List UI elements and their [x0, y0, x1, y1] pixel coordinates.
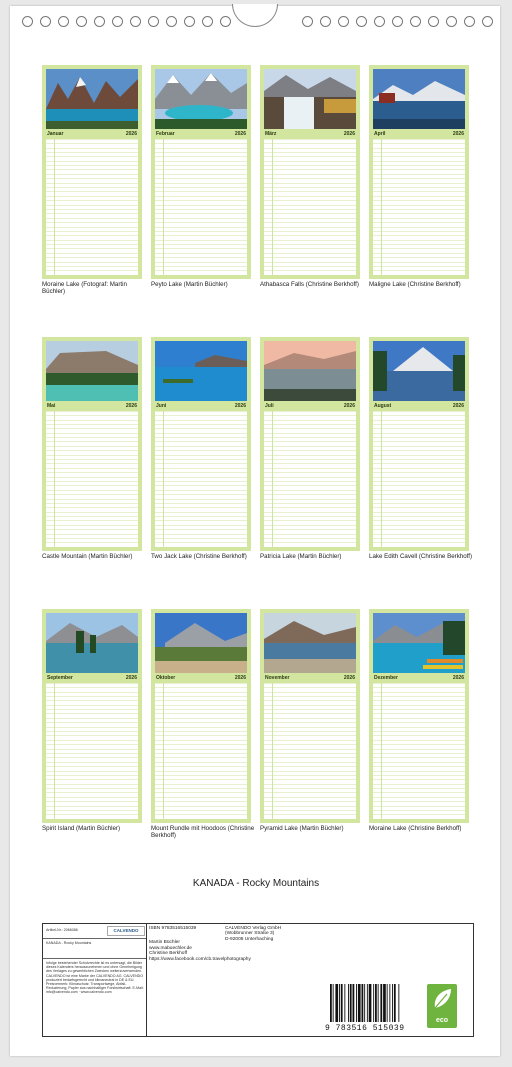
month-name: November [265, 675, 290, 681]
day-grid [373, 683, 465, 819]
month-header [373, 130, 465, 138]
month-caption: Patricia Lake (Martin Büchler) [260, 553, 342, 560]
month-panel-maerz [260, 65, 360, 279]
barcode-bar [375, 984, 377, 1022]
month-photo [155, 341, 247, 401]
month-caption: Moraine Lake (Christine Berkhoff) [369, 825, 462, 832]
day-number-column [155, 683, 164, 819]
barcode-bar [353, 984, 355, 1022]
binding-hole [202, 16, 213, 27]
month-year: 2026 [343, 675, 355, 681]
month-name: August [374, 403, 392, 409]
month-header [264, 402, 356, 410]
barcode-bar [356, 984, 357, 1022]
barcode-bar [373, 984, 374, 1022]
month-year: 2026 [125, 403, 137, 409]
day-grid [46, 683, 138, 819]
month-panel-oktober [151, 609, 251, 823]
isbn: ISBN 9783516515039 [149, 926, 197, 931]
publisher-line: (Wobbrunner Straße 3) [225, 931, 275, 937]
binding-hole [446, 16, 457, 27]
month-panel-august [369, 337, 469, 551]
month-header [373, 402, 465, 410]
barcode-bar [389, 984, 390, 1022]
month-header [155, 674, 247, 682]
day-grid [264, 683, 356, 819]
barcode-bar [335, 984, 338, 1022]
month-name: Juni [156, 403, 167, 409]
binding-hole [58, 16, 69, 27]
binding-hole [374, 16, 385, 27]
barcode-bar [333, 984, 334, 1022]
month-year: 2026 [234, 403, 246, 409]
day-grid [264, 411, 356, 547]
binding-hole [410, 16, 421, 27]
month-caption: Two Jack Lake (Christine Berkhoff) [151, 553, 247, 560]
month-year: 2026 [125, 675, 137, 681]
month-year: 2026 [234, 675, 246, 681]
month-caption: Athabasca Falls (Christine Berkhoff) [260, 281, 359, 288]
barcode-bar [350, 984, 352, 1022]
barcode-bar [380, 984, 382, 1022]
day-number-column [46, 411, 55, 547]
binding-hole [392, 16, 403, 27]
day-grid [373, 139, 465, 275]
month-caption: Pyramid Lake (Martin Büchler) [260, 825, 344, 832]
author-line: Christine Berkhoff [149, 951, 188, 957]
month-name: Mai [47, 403, 56, 409]
month-year: 2026 [343, 403, 355, 409]
month-name: April [374, 131, 386, 137]
month-header [155, 402, 247, 410]
barcode-digits: 9 783516 515039 [325, 1024, 405, 1033]
month-header [46, 674, 138, 682]
month-panel-februar [151, 65, 251, 279]
publisher-line: D-92008 Unterhaching [225, 936, 274, 942]
month-photo [46, 341, 138, 401]
month-panel-dezember [369, 609, 469, 823]
barcode-bar [398, 984, 399, 1022]
author-line: https://www.facebook.com/cb.travelphotography [149, 956, 251, 962]
binding-hole [356, 16, 367, 27]
barcode-bar [341, 984, 343, 1022]
month-panel-mai [42, 337, 142, 551]
month-photo [264, 69, 356, 129]
binding-hole [130, 16, 141, 27]
month-panel-november [260, 609, 360, 823]
month-photo [46, 613, 138, 673]
day-grid [155, 139, 247, 275]
barcode-bar [358, 984, 361, 1022]
month-caption: Spirit Island (Martin Büchler) [42, 825, 121, 832]
month-header [373, 674, 465, 682]
binding-hole [166, 16, 177, 27]
legal-notice: Infolge bestehender Schutzrechte ist es untersagt, die Bilder dieses Kalenders herauszunehmen und ohne Genehmigung des Verlages zu gewerblichen Zwecken weiterzuverwenden. CALVENDO ist eine Marke der CALVENDO AG. CALVENDO produziert bedarfsgerecht und klimaneutral in DE & EU. Preisvermerk: Klimaschutz: Transportwege, Abfall-Reduzierung, Papier aus nachhaltiger Forstwirtschaft. E-Mail: info@calvendo.com · www.calvendo.com [46, 961, 144, 995]
month-name: Februar [156, 131, 175, 137]
month-photo [373, 341, 465, 401]
month-header [46, 130, 138, 138]
month-panel-juli [260, 337, 360, 551]
month-caption: Maligne Lake (Christine Berkhoff) [369, 281, 461, 288]
day-grid [264, 139, 356, 275]
barcode-bar [394, 984, 396, 1022]
month-year: 2026 [234, 131, 246, 137]
month-panel-juni [151, 337, 251, 551]
eco-label [427, 984, 457, 1028]
binding-hole [112, 16, 123, 27]
binding-hole [76, 16, 87, 27]
barcode-bar [367, 984, 368, 1022]
month-photo [264, 341, 356, 401]
binding-hole [40, 16, 51, 27]
article-number: Artikel-Nr.: 2066086 [46, 928, 78, 932]
month-photo [155, 613, 247, 673]
footer-left-column [43, 924, 147, 1036]
day-number-column [373, 139, 382, 275]
month-photo [373, 613, 465, 673]
month-name: Januar [47, 131, 64, 137]
publisher-line: CALVENDO Verlag GmbH [225, 926, 282, 931]
month-caption: Peyto Lake (Martin Büchler) [151, 281, 228, 288]
month-name: März [265, 131, 277, 137]
month-year: 2026 [125, 131, 137, 137]
day-number-column [373, 411, 382, 547]
month-panel-april [369, 65, 469, 279]
month-panel-september [42, 609, 142, 823]
product-name: KANADA - Rocky Mountains [46, 941, 92, 945]
eco-text: eco [435, 1017, 449, 1024]
barcode-bar [378, 984, 379, 1022]
month-year: 2026 [343, 131, 355, 137]
barcode-bar [339, 984, 340, 1022]
month-year: 2026 [452, 403, 464, 409]
binding-hole [94, 16, 105, 27]
month-name: September [47, 675, 73, 681]
barcode-bar [392, 984, 393, 1022]
binding-hole [428, 16, 439, 27]
barcode-bar [387, 984, 388, 1022]
month-photo [373, 69, 465, 129]
day-number-column [373, 683, 382, 819]
month-panel-januar [42, 65, 142, 279]
barcode-bar [364, 984, 365, 1022]
day-grid [46, 139, 138, 275]
leaf-icon [427, 984, 457, 1014]
month-caption: Castle Mountain (Martin Büchler) [42, 553, 133, 560]
month-header [264, 130, 356, 138]
day-grid [155, 411, 247, 547]
product-info-footer [42, 923, 474, 1037]
month-photo [46, 69, 138, 129]
month-photo [155, 69, 247, 129]
month-name: Dezember [374, 675, 398, 681]
binding-hole [320, 16, 331, 27]
calvendo-logo: CALVENDO [107, 926, 145, 936]
divider [43, 938, 146, 939]
binding-hole [22, 16, 33, 27]
day-number-column [264, 139, 273, 275]
barcode-bar [369, 984, 372, 1022]
binding-hole [482, 16, 493, 27]
month-caption: Moraine Lake (Fotograf: Martin Büchler) [42, 281, 127, 295]
day-number-column [155, 411, 164, 547]
barcode-bar [383, 984, 386, 1022]
month-name: Oktober [156, 675, 176, 681]
calendar-title: KANADA - Rocky Mountains [192, 878, 320, 889]
day-number-column [264, 411, 273, 547]
day-grid [155, 683, 247, 819]
month-header [264, 674, 356, 682]
binding-hole [302, 16, 313, 27]
day-number-column [155, 139, 164, 275]
isbn-barcode [330, 984, 422, 1022]
month-year: 2026 [452, 675, 464, 681]
binding-hole [148, 16, 159, 27]
day-grid [46, 411, 138, 547]
barcode-bar [330, 984, 332, 1022]
binding-hole [184, 16, 195, 27]
day-number-column [264, 683, 273, 819]
barcode-bar [344, 984, 345, 1022]
month-header [155, 130, 247, 138]
binding-hole [464, 16, 475, 27]
barcode-bar [348, 984, 349, 1022]
author-line: Martin Büchler [149, 940, 180, 946]
day-grid [373, 411, 465, 547]
binding-hole [338, 16, 349, 27]
day-number-column [46, 683, 55, 819]
month-photo [264, 613, 356, 673]
month-caption: Lake Edith Cavell (Christine Berkhoff) [369, 553, 473, 560]
binding-hole [220, 16, 231, 27]
month-header [46, 402, 138, 410]
author-line: www.mabuechler.de [149, 945, 192, 951]
month-name: Juli [265, 403, 274, 409]
divider [43, 958, 146, 959]
month-year: 2026 [452, 131, 464, 137]
publisher-address [225, 926, 281, 942]
month-caption: Mount Rundle mit Hoodoos (Christine Berkhoff) [151, 825, 255, 839]
barcode-bar [362, 984, 364, 1022]
day-number-column [46, 139, 55, 275]
